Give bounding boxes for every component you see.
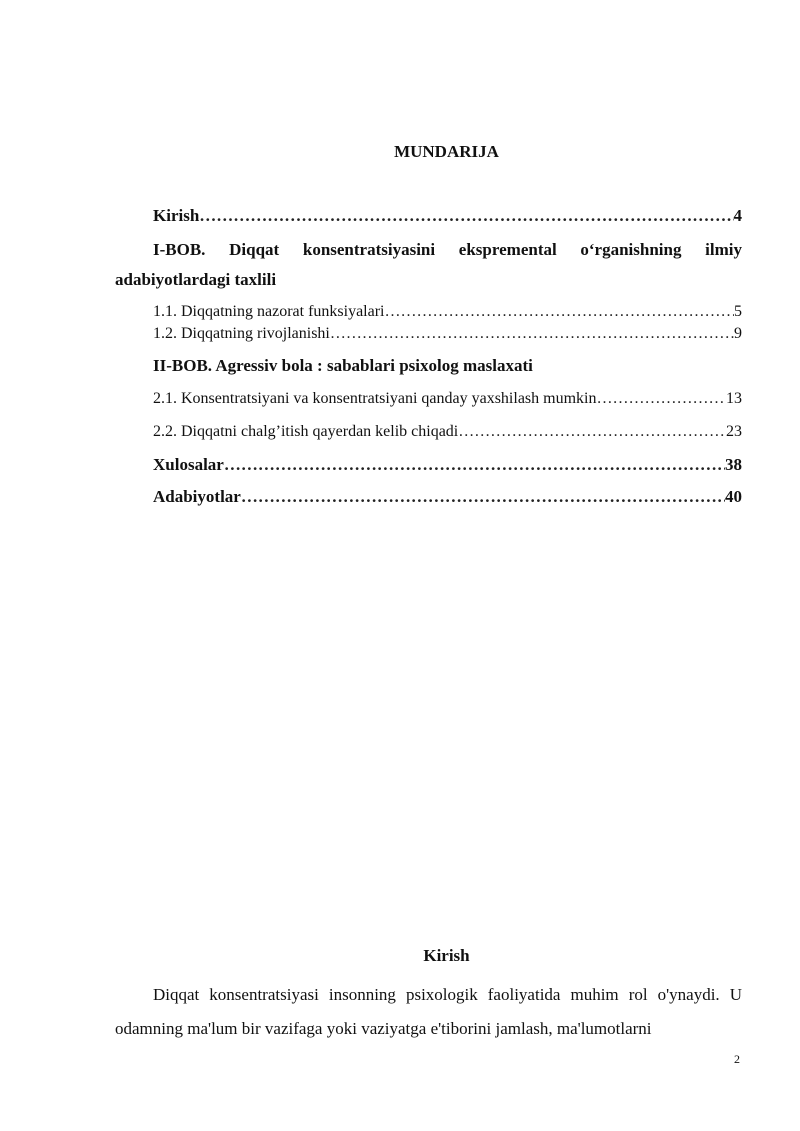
toc-entry-label: Adabiyotlar <box>153 487 241 506</box>
toc-page-number: 9 <box>734 325 742 342</box>
chapter-2-heading: II-BOB. Agressiv bola : sabablari psixolog maslaxati <box>153 356 533 375</box>
toc-page-number: 13 <box>726 390 742 407</box>
toc-leader-dots <box>241 487 725 507</box>
toc-entry-2-1[interactable] <box>153 390 742 408</box>
toc-entry-label: 2.2. Diqqatni chalg’itish qayerdan kelib chiqadi <box>153 423 459 440</box>
toc-entry-1-1[interactable] <box>153 303 742 321</box>
toc-leader-dots <box>330 325 734 343</box>
toc-entry-intro[interactable] <box>153 206 742 226</box>
toc-leader-dots <box>458 423 726 441</box>
toc-entry-conclusions[interactable] <box>153 455 742 475</box>
toc-leader-dots <box>199 206 733 226</box>
toc-page-number: 23 <box>726 423 742 440</box>
section-heading: Kirish <box>423 946 470 965</box>
toc-leader-dots <box>385 303 735 321</box>
toc-entry-label: 1.1. Diqqatning nazorat funksiyalari <box>153 303 385 320</box>
chapter-1-heading: I-BOB. Diqqat konsentratsiyasini ekspremental o‘rganishning ilmiy adabiyotlardagi taxlili <box>115 240 742 289</box>
toc-leader-dots <box>224 455 725 475</box>
page-number: 2 <box>734 1052 740 1066</box>
toc-page-number: 40 <box>725 487 742 506</box>
toc-entry-label: 1.2. Diqqatning rivojlanishi <box>153 325 330 342</box>
toc-page-number: 38 <box>725 455 742 474</box>
toc-entry-2-2[interactable] <box>153 423 742 441</box>
toc-entry-references[interactable] <box>153 487 742 507</box>
toc-entry-label: Kirish <box>153 206 200 225</box>
toc-entry-label: Xulosalar <box>153 455 224 474</box>
toc-entry-label: 2.1. Konsentratsiyani va konsentratsiyani qanday yaxshilash mumkin <box>153 390 597 407</box>
toc-leader-dots <box>596 390 726 408</box>
toc-page-number: 4 <box>733 206 742 225</box>
body-paragraph: Diqqat konsentratsiyasi insonning psixologik faoliyatida muhim rol o'ynaydi. U odamning ma'lum bir vazifaga yoki vaziyatga e'tiborini jamlash, ma'lumotlarni <box>115 985 742 1038</box>
page-title: MUNDARIJA <box>394 142 499 161</box>
toc-page-number: 5 <box>734 303 742 320</box>
toc-entry-1-2[interactable] <box>153 325 742 343</box>
